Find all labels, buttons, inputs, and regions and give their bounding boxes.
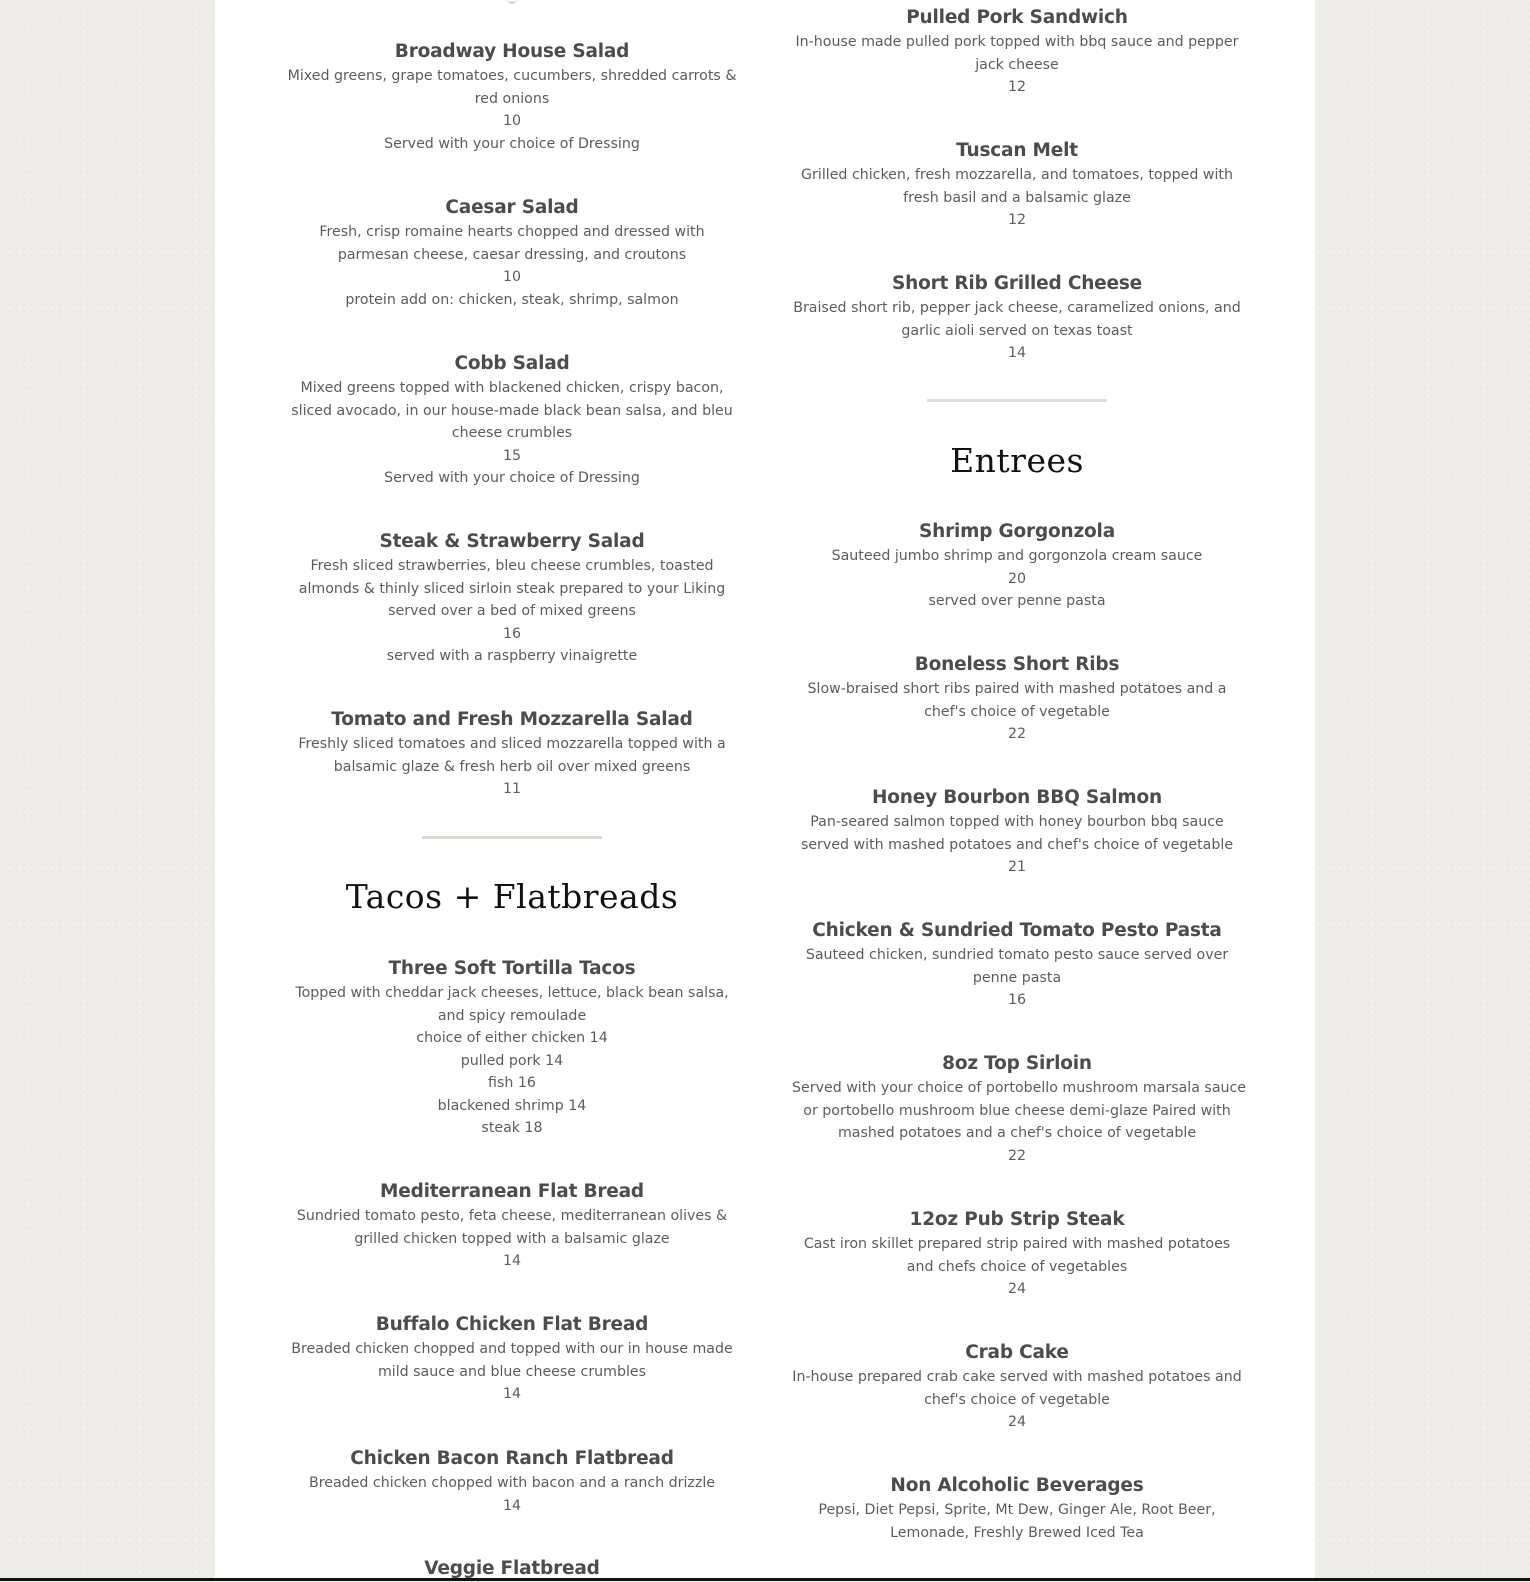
item-description: or portobello mushroom blue cheese demi-glaze Paired with — [803, 1102, 1231, 1119]
item-price: 12 — [1007, 79, 1027, 95]
menu-item-honey-bourbon-bbq-salmon — [792, 784, 1242, 879]
item-note: protein add on: chicken, steak, shrimp, salmon — [345, 291, 679, 308]
item-option: steak 18 — [481, 1120, 543, 1136]
section-divider — [927, 399, 1107, 402]
menu-item-non-alcoholic-beverages — [792, 1472, 1242, 1544]
item-name: Buffalo Chicken Flat Bread — [375, 1314, 649, 1335]
item-price: 16 — [502, 625, 522, 642]
menu-item-tuscan-melt — [792, 137, 1242, 232]
item-name: Broadway House Salad — [394, 41, 630, 62]
item-price: 22 — [1007, 726, 1027, 742]
item-description: Sauteed jumbo shrimp and gorgonzola cream sauce — [831, 548, 1203, 564]
item-description: penne pasta — [972, 969, 1062, 986]
item-note: served with a raspberry vinaigrette — [386, 648, 638, 664]
item-price: 12 — [1007, 212, 1027, 228]
menu-item-8oz-top-sirloin — [792, 1050, 1247, 1167]
item-description: Breaded chicken chopped and topped with our in house made — [291, 1341, 733, 1357]
menu-item-crab-cake — [792, 1339, 1242, 1434]
item-description: Fresh sliced strawberries, bleu cheese crumbles, toasted — [310, 558, 714, 574]
item-description: Fresh, crisp romaine hearts chopped and dressed with — [319, 224, 705, 240]
item-name: Mediterranean Flat Bread — [380, 1181, 644, 1202]
item-name: Non Alcoholic Beverages — [890, 1475, 1144, 1496]
item-description: red onions — [474, 90, 550, 107]
menu-item-caesar-salad — [287, 194, 737, 311]
item-description: almonds & thinly sliced sirloin steak prepared to your Liking — [298, 580, 726, 597]
item-description: garlic aioli served on texas toast — [901, 322, 1133, 339]
item-description: mashed potatoes and a chef's choice of vegetable — [837, 1125, 1197, 1141]
item-name: Tomato and Fresh Mozzarella Salad — [331, 709, 693, 730]
menu-item-shrimp-gorgonzola — [792, 518, 1242, 613]
item-description: Served with your choice of portobello mushroom marsala sauce — [792, 1080, 1247, 1096]
item-description: Slow-braised short ribs paired with mashed potatoes and a — [807, 681, 1227, 697]
menu-item-12oz-pub-strip-steak — [792, 1206, 1242, 1301]
item-price: 14 — [1007, 345, 1027, 361]
section-title-tacos-flatbreads: Tacos + Flatbreads — [345, 877, 679, 916]
item-note: Served with your choice of Dressing — [384, 135, 640, 152]
item-note: served over penne pasta — [928, 593, 1106, 609]
item-description: served over a bed of mixed greens — [388, 603, 636, 619]
item-name: Cobb Salad — [454, 353, 570, 374]
item-price: 16 — [1007, 992, 1027, 1008]
item-note: Served with your choice of Dressing — [384, 470, 640, 486]
item-description: Freshly sliced tomatoes and sliced mozzarella topped with a — [298, 736, 726, 752]
item-name: Pulled Pork Sandwich — [906, 7, 1128, 28]
section-title-entrees: Entrees — [950, 441, 1084, 480]
menu-item-veggie-flatbread — [287, 1555, 737, 1582]
menu-item-chicken-bacon-ranch-flatbread — [287, 1445, 737, 1517]
item-option: fish 16 — [488, 1075, 536, 1091]
item-description: Mixed greens, grape tomatoes, cucumbers, shredded carrots & — [287, 68, 737, 84]
menu-item-soft-tortilla-tacos — [287, 955, 737, 1140]
item-name: Steak & Strawberry Salad — [379, 531, 645, 552]
item-description: Pan-seared salmon topped with honey bourbon bbq sauce — [810, 814, 1224, 830]
item-name: Crab Cake — [965, 1342, 1069, 1363]
item-name: Short Rib Grilled Cheese — [891, 273, 1143, 294]
item-price: 14 — [502, 1497, 522, 1514]
menu-item-chicken-sundried-tomato-pesto-pasta — [792, 917, 1242, 1012]
item-name: 8oz Top Sirloin — [942, 1053, 1092, 1074]
item-name: 12oz Pub Strip Steak — [909, 1209, 1125, 1230]
item-description: Mixed greens topped with blackened chicken, crispy bacon, — [300, 380, 724, 396]
item-description: fresh basil and a balsamic glaze — [903, 189, 1131, 206]
menu-item-boneless-short-ribs — [792, 651, 1242, 746]
item-description: Pepsi, Diet Pepsi, Sprite, Mt Dew, Ginger Ale, Root Beer, — [818, 1502, 1216, 1518]
item-price: 24 — [1007, 1414, 1027, 1430]
menu-item-broadway-house-salad — [287, 38, 737, 155]
item-description: Sauteed chicken, sundried tomato pesto sauce served over — [805, 947, 1229, 963]
item-name: Honey Bourbon BBQ Salmon — [872, 787, 1162, 808]
item-description: In-house prepared crab cake served with mashed potatoes and — [792, 1369, 1242, 1385]
item-price: 10 — [502, 113, 522, 129]
item-price: 10 — [502, 269, 522, 285]
item-description: cheese crumbles — [451, 425, 573, 441]
item-description: chef's choice of vegetable — [924, 703, 1110, 720]
item-description: Braised short rib, pepper jack cheese, caramelized onions, and — [793, 300, 1241, 316]
item-price: 14 — [502, 1386, 522, 1402]
item-price: 14 — [502, 1253, 522, 1269]
item-description: Breaded chicken chopped with bacon and a ranch drizzle — [309, 1475, 715, 1491]
menu-item-pulled-pork-sandwich — [792, 4, 1242, 99]
section-divider — [422, 836, 602, 839]
menu-item-mediterranean-flat-bread — [287, 1178, 737, 1273]
item-name: Tuscan Melt — [956, 140, 1078, 161]
item-description: parmesan cheese, caesar dressing, and croutons — [337, 246, 687, 263]
item-name: Chicken Bacon Ranch Flatbread — [350, 1448, 674, 1469]
item-description: sliced avocado, in our house-made black bean salsa, and bleu — [291, 402, 733, 419]
item-description: Grilled chicken, fresh mozzarella, and tomatoes, topped with — [801, 167, 1233, 183]
menu-item-cobb-salad — [287, 350, 737, 490]
item-option: blackened shrimp 14 — [437, 1097, 587, 1114]
item-name: Chicken & Sundried Tomato Pesto Pasta — [812, 920, 1222, 941]
item-description: Sundried tomato pesto, feta cheese, mediterranean olives & — [296, 1208, 728, 1224]
item-option: choice of either chicken 14 — [416, 1030, 608, 1046]
item-description: Cast iron skillet prepared strip paired with mashed potatoes — [803, 1236, 1231, 1252]
item-name: Three Soft Tortilla Tacos — [388, 958, 636, 979]
item-price: 15 — [502, 447, 522, 464]
item-description: In-house made pulled pork topped with bbq sauce and pepper — [795, 34, 1239, 50]
item-description: balsamic glaze & fresh herb oil over mixed greens — [333, 758, 691, 775]
menu-item-steak-strawberry-salad — [287, 528, 737, 668]
item-name: Veggie Flatbread — [424, 1558, 600, 1579]
item-description: chef's choice of vegetable — [924, 1391, 1110, 1408]
item-description: and spicy remoulade — [437, 1007, 587, 1024]
item-name: Boneless Short Ribs — [914, 654, 1120, 675]
item-price: 11 — [502, 781, 522, 797]
item-price: 20 — [1007, 570, 1027, 587]
item-price: 24 — [1007, 1281, 1027, 1297]
item-description: mild sauce and blue cheese crumbles — [377, 1363, 647, 1380]
item-description: grilled chicken topped with a balsamic glaze — [354, 1230, 670, 1247]
menu-item-tomato-mozzarella-salad — [287, 706, 737, 801]
item-price: 22 — [1007, 1147, 1027, 1164]
menu-item-short-rib-grilled-cheese — [792, 270, 1242, 365]
item-description: jack cheese — [975, 56, 1059, 73]
item-description: and chefs choice of vegetables — [906, 1258, 1128, 1275]
item-description: served with mashed potatoes and chef's choice of vegetable — [800, 836, 1234, 853]
item-option: pulled pork 14 — [460, 1052, 564, 1069]
item-price: 21 — [1007, 859, 1027, 875]
item-description: Topped with cheddar jack cheeses, lettuce, black bean salsa, — [295, 985, 729, 1001]
item-name: Caesar Salad — [445, 197, 579, 218]
menu-item-buffalo-chicken-flat-bread — [287, 1311, 737, 1406]
item-name: Shrimp Gorgonzola — [919, 521, 1115, 542]
item-description: Lemonade, Freshly Brewed Iced Tea — [890, 1524, 1144, 1541]
